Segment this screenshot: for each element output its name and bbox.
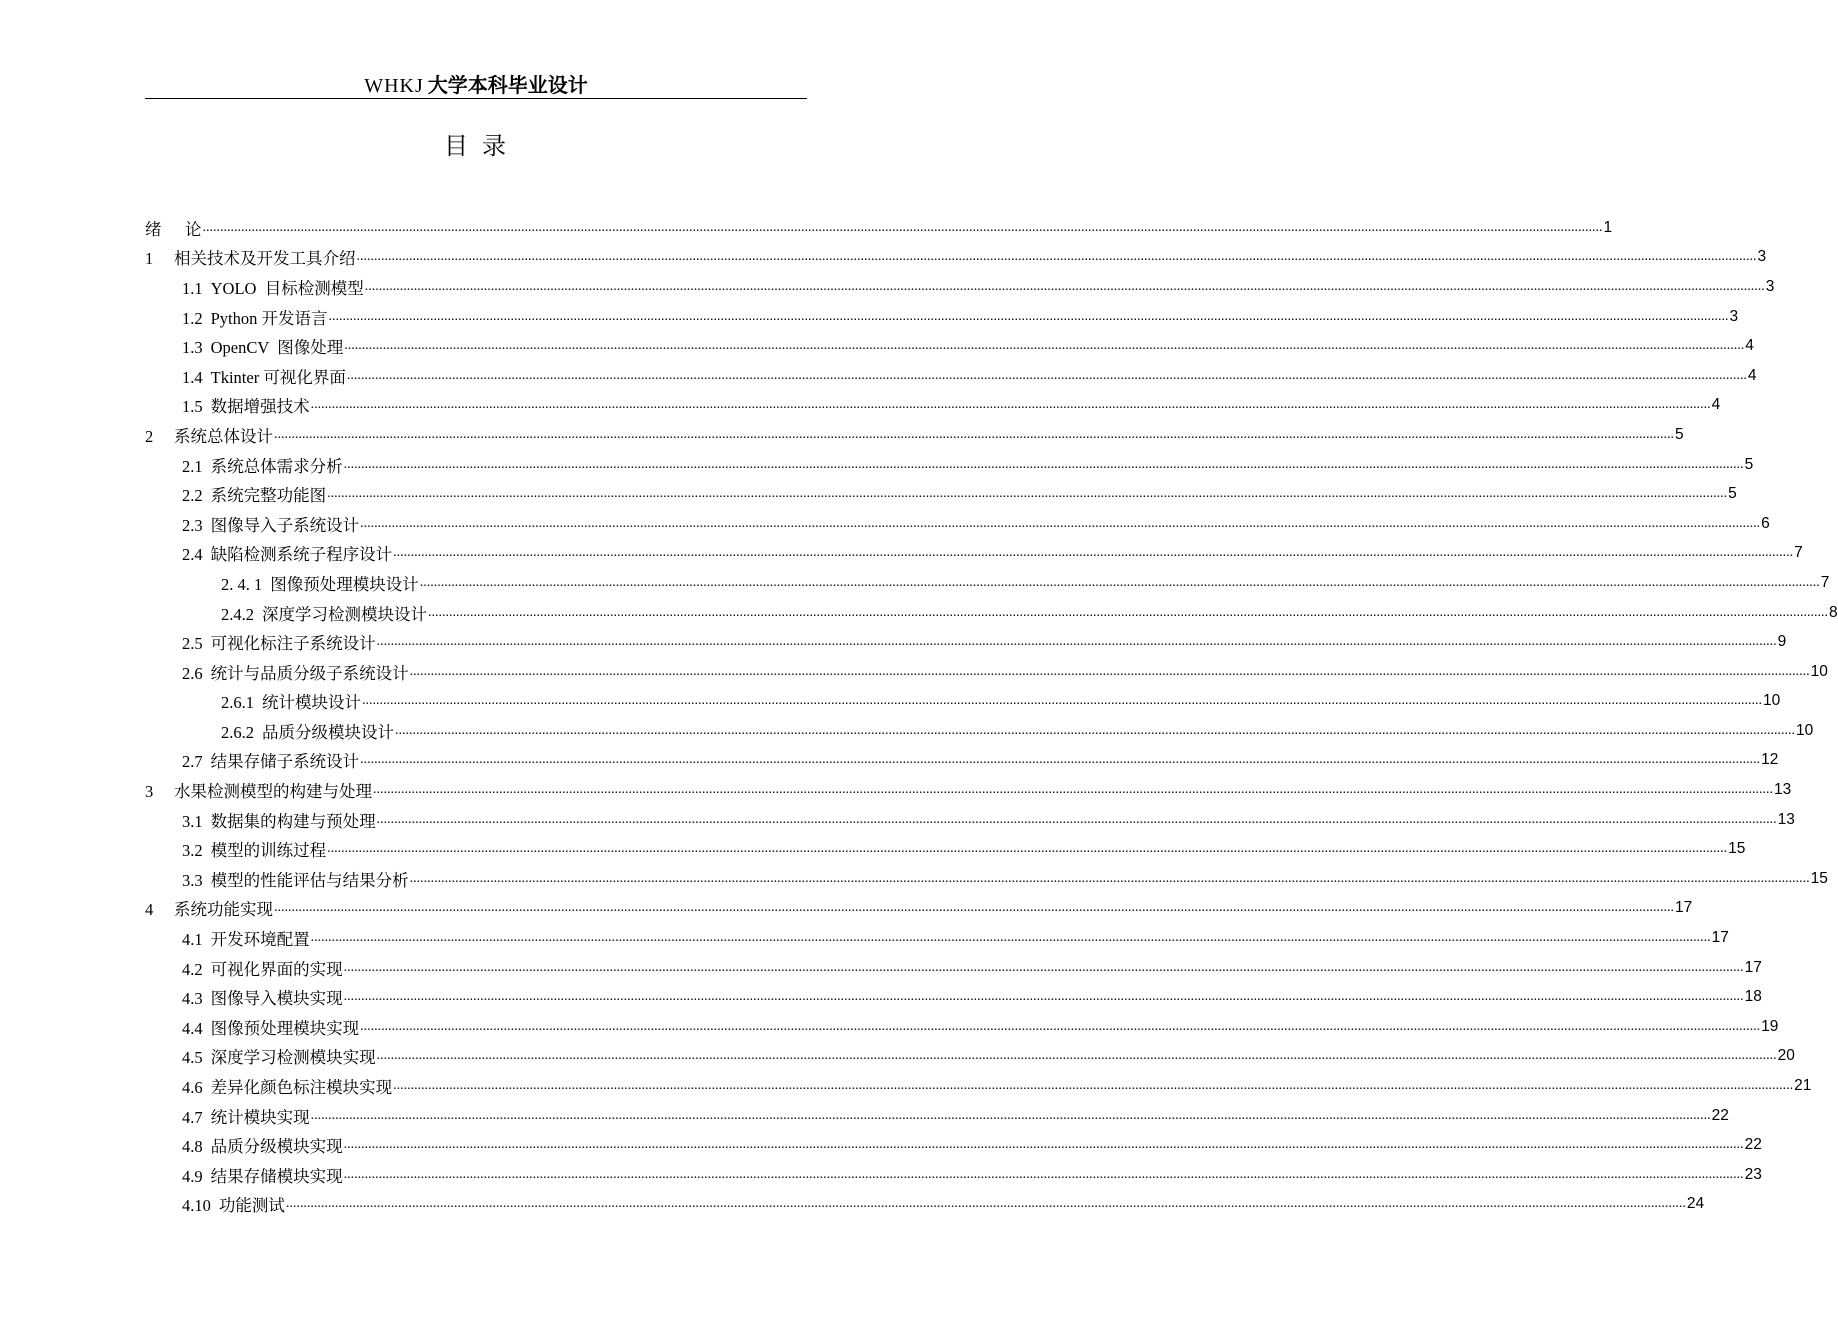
toc-entry-label — [182, 1163, 343, 1187]
toc-page-number: 13 — [1777, 810, 1795, 828]
toc-entry-label — [182, 275, 364, 299]
toc-leader-dots: ................................................................................................................................................................................................................................................................................................................................................................................................................ — [393, 1078, 1794, 1094]
toc-page-number: 7 — [1794, 544, 1803, 562]
toc-entry-title: 水果检测模型的构建与处理 — [174, 782, 372, 802]
toc-page-number: 4 — [1745, 337, 1754, 355]
toc-entry-title: 深度学习检测模块设计 — [262, 604, 427, 624]
toc-entry[interactable] — [145, 243, 1767, 273]
toc-entry-number: 1.3 — [182, 338, 203, 358]
toc-entry-label — [182, 541, 392, 565]
toc-entry[interactable] — [145, 539, 1803, 569]
toc-entry[interactable] — [145, 923, 1729, 953]
toc-entry[interactable] — [145, 568, 1830, 598]
toc-entry-number: 3.1 — [182, 811, 203, 831]
toc-entry-number: 3.2 — [182, 841, 203, 861]
toc-entry-label — [182, 1133, 343, 1157]
toc-entry-label — [182, 305, 328, 329]
toc-leader-dots: ................................................................................................................................................................................................................................................................................................................................................................................................................ — [310, 1107, 1711, 1123]
toc-entry-label — [182, 837, 326, 861]
toc-entry-number: 2.2 — [182, 486, 203, 506]
toc-page-number: 15 — [1810, 869, 1828, 887]
toc-entry-title: 图像预处理模块实现 — [210, 1018, 360, 1038]
page-header — [145, 70, 807, 100]
toc-entry-number: 绪 — [145, 219, 162, 239]
toc-page-number: 7 — [1820, 573, 1830, 591]
toc-page-number: 20 — [1777, 1047, 1795, 1065]
toc-entry-label — [145, 423, 273, 447]
toc-entry-title: 品质分级模块实现 — [210, 1137, 343, 1157]
toc-entry[interactable] — [145, 420, 1684, 450]
toc-leader-dots: ................................................................................................................................................................................................................................................................................................................................................................................................................ — [346, 367, 1747, 383]
toc-entry[interactable] — [145, 894, 1693, 924]
toc-entry[interactable] — [145, 746, 1779, 776]
toc-leader-dots: ................................................................................................................................................................................................................................................................................................................................................................................................................ — [310, 397, 1711, 413]
toc-entry-label — [221, 689, 361, 713]
toc-leader-dots: ................................................................................................................................................................................................................................................................................................................................................................................................................ — [274, 426, 1674, 442]
toc-leader-dots: ................................................................................................................................................................................................................................................................................................................................................................................................................ — [360, 515, 1761, 531]
toc-leader-dots: ................................................................................................................................................................................................................................................................................................................................................................................................................ — [393, 545, 1794, 561]
toc-entry-number: 2.3 — [182, 515, 203, 535]
toc-entry-label — [182, 1015, 359, 1039]
toc-entry-label — [182, 512, 359, 536]
toc-entry[interactable] — [145, 598, 1838, 628]
toc-leader-dots: ................................................................................................................................................................................................................................................................................................................................................................................................................ — [343, 1166, 1744, 1182]
toc-entry-title: 功能测试 — [218, 1196, 285, 1216]
toc-entry-title: OpenCV 图像处理 — [210, 338, 344, 358]
toc-entry-title: 统计模块设计 — [262, 693, 361, 713]
toc-entry-title: 图像导入模块实现 — [210, 989, 343, 1009]
toc-entry-number: 3 — [145, 782, 154, 802]
toc-entry-number: 2.6 — [182, 663, 203, 683]
toc-entry-number: 1.1 — [182, 278, 203, 298]
toc-page-number: 18 — [1744, 988, 1762, 1006]
toc-entry[interactable] — [145, 834, 1746, 864]
toc-entry-label — [221, 571, 419, 595]
toc-leader-dots: ................................................................................................................................................................................................................................................................................................................................................................................................................ — [376, 634, 1777, 650]
toc-entry-label — [182, 482, 326, 506]
toc-leader-dots: ................................................................................................................................................................................................................................................................................................................................................................................................................ — [364, 278, 1765, 294]
toc-entry-number: 4 — [145, 900, 154, 920]
toc-page-number: 3 — [1765, 277, 1775, 295]
toc-entry[interactable] — [145, 864, 1828, 894]
header-latin: WHKJ — [364, 75, 424, 97]
toc-entry[interactable] — [145, 953, 1762, 983]
toc-entry-title: 图像导入子系统设计 — [210, 515, 360, 535]
toc-entry-number: 2.5 — [182, 634, 203, 654]
toc-page-number: 5 — [1728, 485, 1737, 503]
toc-leader-dots: ................................................................................................................................................................................................................................................................................................................................................................................................................ — [285, 1196, 1686, 1212]
toc-entry[interactable] — [145, 716, 1814, 746]
toc-page-number: 22 — [1711, 1106, 1729, 1124]
toc-entry-title: YOLO 目标检测模型 — [210, 278, 364, 298]
toc-entry-title: 模型的训练过程 — [210, 841, 327, 861]
toc-entry-label — [182, 660, 409, 684]
toc-entry-label — [182, 748, 359, 772]
toc-entry[interactable] — [145, 1101, 1729, 1131]
toc-entry-title: 系统完整功能图 — [210, 486, 327, 506]
toc-entry-label — [182, 334, 343, 358]
toc-leader-dots: ................................................................................................................................................................................................................................................................................................................................................................................................................ — [343, 456, 1744, 472]
toc-page-number: 22 — [1744, 1136, 1762, 1154]
toc-entry-number: 4.10 — [182, 1196, 211, 1216]
toc-entry[interactable] — [145, 479, 1737, 509]
toc-leader-dots: ................................................................................................................................................................................................................................................................................................................................................................................................................ — [202, 219, 1603, 235]
toc-page-number: 17 — [1744, 958, 1762, 976]
toc-leader-dots: ................................................................................................................................................................................................................................................................................................................................................................................................................ — [360, 752, 1761, 768]
toc-page-number: 24 — [1686, 1195, 1705, 1213]
toc-leader-dots: ................................................................................................................................................................................................................................................................................................................................................................................................................ — [356, 249, 1757, 265]
toc-entry-number: 2.4 — [182, 545, 203, 565]
toc-entry-label — [182, 393, 310, 417]
toc-entry-label — [182, 630, 376, 654]
toc-entry[interactable] — [145, 1012, 1779, 1042]
toc-entry-label — [182, 926, 310, 950]
toc-page-number: 5 — [1675, 425, 1684, 443]
toc-entry[interactable] — [145, 982, 1762, 1012]
toc-entry-title: 数据集的构建与预处理 — [210, 811, 376, 831]
toc-leader-dots: ................................................................................................................................................................................................................................................................................................................................................................................................................ — [362, 693, 1762, 709]
toc-entry-title: 论 — [185, 219, 202, 239]
toc-entry-label — [182, 364, 346, 388]
toc-entry-number: 4.3 — [182, 989, 203, 1009]
toc-entry[interactable] — [145, 687, 1781, 717]
toc-leader-dots: ................................................................................................................................................................................................................................................................................................................................................................................................................ — [274, 900, 1674, 916]
toc-entry-title: 开发环境配置 — [210, 930, 310, 950]
toc-entry-number: 1.2 — [182, 308, 203, 328]
toc-page-number: 4 — [1711, 396, 1721, 414]
toc-leader-dots: ................................................................................................................................................................................................................................................................................................................................................................................................................ — [376, 811, 1777, 827]
toc-page-number: 3 — [1729, 307, 1739, 325]
toc-entry-label — [145, 896, 273, 920]
toc-leader-dots: ................................................................................................................................................................................................................................................................................................................................................................................................................ — [419, 574, 1820, 590]
toc-entry-label — [145, 778, 372, 802]
toc-page-number: 17 — [1675, 899, 1693, 917]
toc-leader-dots: ................................................................................................................................................................................................................................................................................................................................................................................................................ — [428, 604, 1828, 620]
toc-leader-dots: ................................................................................................................................................................................................................................................................................................................................................................................................................ — [343, 959, 1744, 975]
toc-entry-number: 4.2 — [182, 959, 203, 979]
toc-page-number: 10 — [1796, 721, 1814, 739]
toc-page-number: 3 — [1757, 248, 1767, 266]
toc-entry-title: 系统总体设计 — [174, 426, 273, 446]
toc-page-number: 21 — [1794, 1077, 1812, 1095]
toc-entry-label — [145, 245, 356, 269]
toc-page-number: 23 — [1744, 1165, 1762, 1183]
toc-page-number: 4 — [1747, 366, 1757, 384]
toc-leader-dots: ................................................................................................................................................................................................................................................................................................................................................................................................................ — [327, 486, 1728, 502]
toc-entry-number: 4.9 — [182, 1166, 203, 1186]
toc-page-number: 12 — [1761, 751, 1779, 769]
toc-leader-dots: ................................................................................................................................................................................................................................................................................................................................................................................................................ — [360, 1018, 1761, 1034]
toc-entry-label — [182, 1044, 376, 1068]
toc-entry-number: 4.5 — [182, 1048, 203, 1068]
toc-entry[interactable] — [145, 1071, 1812, 1101]
toc-entry[interactable] — [145, 627, 1787, 657]
toc-entry-number: 2.7 — [182, 752, 203, 772]
toc-entry-label — [182, 453, 343, 477]
toc-entry-title: 统计与品质分级子系统设计 — [210, 663, 409, 683]
toc-entry-number: 4.4 — [182, 1018, 203, 1038]
toc-leader-dots: ................................................................................................................................................................................................................................................................................................................................................................................................................ — [409, 663, 1810, 679]
toc-entry[interactable] — [145, 1130, 1762, 1160]
toc-page-number: 6 — [1761, 514, 1770, 532]
toc-entry-number: 4.1 — [182, 930, 203, 950]
toc-entry-title: 数据增强技术 — [210, 397, 310, 417]
toc-entry-label — [182, 808, 376, 832]
toc-leader-dots: ................................................................................................................................................................................................................................................................................................................................................................................................................ — [343, 989, 1744, 1005]
toc-entry-title: 结果存储子系统设计 — [210, 752, 360, 772]
toc-page-number: 15 — [1728, 840, 1746, 858]
toc-page-number: 17 — [1711, 929, 1729, 947]
toc-entry-number: 4.6 — [182, 1078, 203, 1098]
toc-entry-number: 1.5 — [182, 397, 203, 417]
toc-entry-number: 2 — [145, 426, 154, 446]
toc-page-number: 9 — [1777, 633, 1787, 651]
toc-entry-label — [182, 1074, 392, 1098]
toc-entry[interactable] — [145, 775, 1792, 805]
toc-entry-title: 可视化界面的实现 — [210, 959, 343, 979]
toc-entry[interactable] — [145, 1160, 1762, 1190]
toc-entry-label — [182, 1192, 285, 1216]
toc-entry-title: 图像预处理模块设计 — [270, 574, 419, 594]
header-rule — [145, 98, 807, 99]
toc-entry-label — [145, 216, 202, 240]
toc-entry[interactable] — [145, 657, 1828, 687]
toc-entry-number: 1.4 — [182, 367, 203, 387]
toc-entry-title: 差异化颜色标注模块实现 — [210, 1078, 393, 1098]
toc-entry-title: 可视化标注子系统设计 — [210, 634, 376, 654]
toc-entry[interactable] — [145, 302, 1739, 332]
toc-entry-title: 系统功能实现 — [174, 900, 273, 920]
toc-entry[interactable] — [145, 272, 1775, 302]
toc-entry-label — [221, 601, 427, 625]
toc-leader-dots: ................................................................................................................................................................................................................................................................................................................................................................................................................ — [344, 338, 1745, 354]
header-title: 大学本科毕业设计 — [427, 73, 588, 97]
toc-entry[interactable] — [145, 331, 1754, 361]
toc-entry-number: 4.8 — [182, 1137, 203, 1157]
toc-page-number: 10 — [1810, 662, 1828, 680]
toc-leader-dots: ................................................................................................................................................................................................................................................................................................................................................................................................................ — [395, 722, 1795, 738]
page-title: 目录 — [444, 132, 520, 160]
toc-entry[interactable] — [145, 509, 1770, 539]
toc-leader-dots: ................................................................................................................................................................................................................................................................................................................................................................................................................ — [310, 930, 1711, 946]
toc-entry-title: 缺陷检测系统子程序设计 — [210, 545, 393, 565]
toc-entry-title: 相关技术及开发工具介绍 — [174, 249, 356, 269]
toc-page-number: 10 — [1763, 692, 1781, 710]
toc-entry-label — [182, 1104, 310, 1128]
toc-page-number: 1 — [1603, 218, 1613, 236]
toc-leader-dots: ................................................................................................................................................................................................................................................................................................................................................................................................................ — [373, 782, 1773, 798]
toc-entry-title: 系统总体需求分析 — [210, 456, 343, 476]
toc-entry-title: 统计模块实现 — [210, 1107, 310, 1127]
toc-entry-label — [182, 985, 343, 1009]
toc-leader-dots: ................................................................................................................................................................................................................................................................................................................................................................................................................ — [327, 841, 1728, 857]
toc-entry-number: 2. 4. 1 — [221, 574, 263, 594]
table-of-contents — [145, 213, 1838, 1219]
toc-page-number: 13 — [1774, 781, 1792, 799]
toc-leader-dots: ................................................................................................................................................................................................................................................................................................................................................................................................................ — [343, 1137, 1744, 1153]
toc-entry-number: 3.3 — [182, 870, 203, 890]
toc-entry-number: 1 — [145, 249, 154, 269]
toc-entry[interactable] — [145, 361, 1757, 391]
toc-entry[interactable] — [145, 1042, 1795, 1072]
toc-page-number: 19 — [1761, 1017, 1779, 1035]
toc-entry-title: Python 开发语言 — [210, 308, 328, 328]
toc-entry-title: 深度学习检测模块实现 — [210, 1048, 376, 1068]
toc-entry-number: 2.6.1 — [221, 693, 254, 713]
toc-page-number: 5 — [1744, 455, 1754, 473]
toc-entry-number: 4.7 — [182, 1107, 203, 1127]
toc-page-number: 8 — [1829, 603, 1838, 621]
toc-entry-label — [221, 719, 394, 743]
toc-entry[interactable] — [145, 1190, 1705, 1220]
toc-leader-dots: ................................................................................................................................................................................................................................................................................................................................................................................................................ — [328, 308, 1729, 324]
toc-entry-title: 结果存储模块实现 — [210, 1166, 343, 1186]
toc-entry-number: 2.1 — [182, 456, 203, 476]
toc-leader-dots: ................................................................................................................................................................................................................................................................................................................................................................................................................ — [409, 870, 1810, 886]
toc-entry-label — [182, 867, 409, 891]
toc-entry[interactable] — [145, 805, 1795, 835]
toc-entry[interactable] — [145, 391, 1721, 421]
toc-leader-dots: ................................................................................................................................................................................................................................................................................................................................................................................................................ — [376, 1048, 1777, 1064]
toc-entry-title: 模型的性能评估与结果分析 — [210, 870, 409, 890]
toc-entry[interactable] — [145, 450, 1754, 480]
toc-entry-number: 2.6.2 — [221, 722, 254, 742]
toc-entry-label — [182, 956, 343, 980]
toc-entry-title: Tkinter 可视化界面 — [210, 367, 346, 387]
toc-entry-number: 2.4.2 — [221, 604, 254, 624]
toc-entry-title: 品质分级模块设计 — [262, 722, 394, 742]
toc-entry[interactable] — [145, 213, 1613, 243]
